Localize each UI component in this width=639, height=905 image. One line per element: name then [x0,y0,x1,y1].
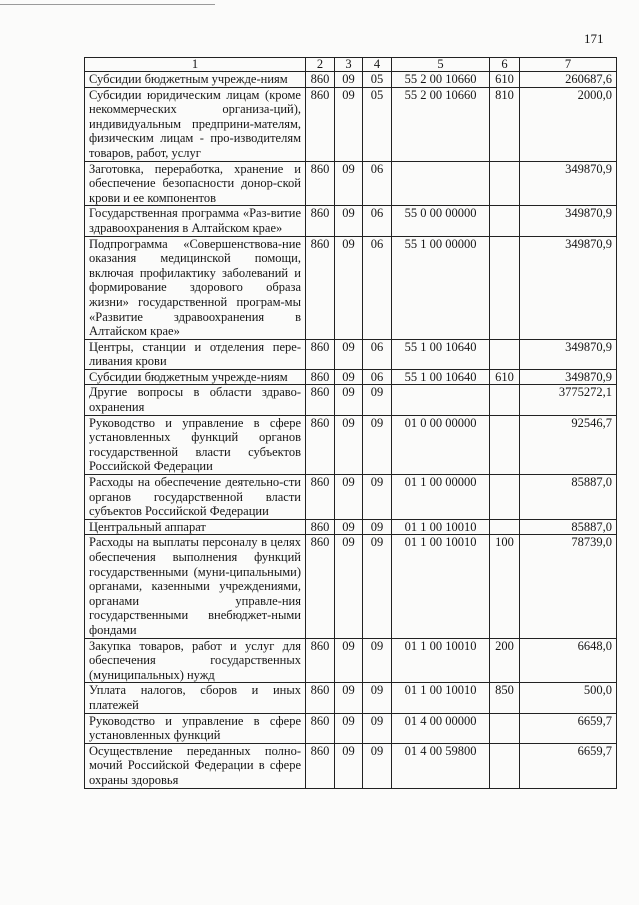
table-row [85,743,617,788]
row-vr [490,206,520,236]
row-csr: 01 1 00 10010 [392,638,490,683]
top-rule [0,4,215,5]
row-sum: 349870,9 [520,236,617,339]
row-ved: 860 [306,236,335,339]
row-ved: 860 [306,638,335,683]
row-name: Другие вопросы в области здраво-охранения [85,385,306,415]
row-ved: 860 [306,683,335,713]
row-rz: 09 [335,415,363,474]
row-pr: 06 [363,339,392,369]
table-row [85,206,617,236]
row-vr [490,236,520,339]
row-name: Руководство и управление в сфере установленных функций [85,713,306,743]
row-csr: 55 1 00 10640 [392,369,490,385]
row-name: Руководство и управление в сфере установленных функций органов государственной власти субъектов Российской Федерации [85,415,306,474]
row-name: Субсидии юридическим лицам (кроме некоммерческих организа-ций), индивидуальным предприни-мателям, физическим лицам - про-изводителям товаров, работ, услуг [85,87,306,161]
row-sum: 349870,9 [520,206,617,236]
table-row [85,369,617,385]
header-cell: 5 [392,58,490,72]
row-csr: 01 4 00 00000 [392,713,490,743]
header-cell: 4 [363,58,392,72]
row-vr [490,519,520,535]
row-ved: 860 [306,519,335,535]
table-row [85,519,617,535]
row-vr [490,713,520,743]
header-cell: 6 [490,58,520,72]
row-ved: 860 [306,535,335,638]
table-row [85,87,617,161]
row-pr: 09 [363,713,392,743]
row-name: Уплата налогов, сборов и иных платежей [85,683,306,713]
row-pr: 05 [363,87,392,161]
row-ved: 860 [306,72,335,88]
row-csr: 55 1 00 10640 [392,339,490,369]
row-ved: 860 [306,415,335,474]
table-row [85,535,617,638]
row-csr [392,385,490,415]
row-rz: 09 [335,385,363,415]
row-vr: 200 [490,638,520,683]
row-sum: 6659,7 [520,743,617,788]
row-name: Расходы на выплаты персоналу в целях обеспечения выполнения функций государственными (муни-ципальными) органами, казенными учреждениями, органами управле-ния государственными внебюджет-ными фондами [85,535,306,638]
row-name: Государственная программа «Раз-витие здравоохранения в Алтайском крае» [85,206,306,236]
row-name: Заготовка, переработка, хранение и обеспечение безопасности донор-ской крови и ее компонентов [85,161,306,206]
row-rz: 09 [335,72,363,88]
budget-table [84,57,617,789]
row-csr: 01 4 00 59800 [392,743,490,788]
row-ved: 860 [306,339,335,369]
row-name: Центры, станции и отделения пере-ливания крови [85,339,306,369]
row-name: Расходы на обеспечение деятельно-сти органов государственной власти субъектов Российской Федерации [85,475,306,520]
table-row [85,683,617,713]
row-vr [490,743,520,788]
row-sum: 2000,0 [520,87,617,161]
row-pr: 09 [363,519,392,535]
table-row [85,415,617,474]
table-row [85,339,617,369]
header-cell: 7 [520,58,617,72]
table-row [85,475,617,520]
row-name: Подпрограмма «Совершенствова-ние оказания медицинской помощи, включая профилактику заболеваний и формирование здорового образа жизни» государственной програм-мы «Развитие здравоохранения в Алтайском крае» [85,236,306,339]
row-ved: 860 [306,87,335,161]
row-sum: 3775272,1 [520,385,617,415]
table-row [85,638,617,683]
row-pr: 09 [363,475,392,520]
row-vr [490,161,520,206]
row-name: Закупка товаров, работ и услуг для обеспечения государственных (муниципальных) нужд [85,638,306,683]
row-rz: 09 [335,161,363,206]
row-rz: 09 [335,743,363,788]
row-pr: 09 [363,535,392,638]
row-pr: 06 [363,206,392,236]
row-csr: 01 1 00 10010 [392,535,490,638]
row-vr [490,339,520,369]
row-pr: 09 [363,743,392,788]
row-sum: 349870,9 [520,369,617,385]
row-rz: 09 [335,475,363,520]
table-row [85,161,617,206]
row-ved: 860 [306,385,335,415]
row-sum: 78739,0 [520,535,617,638]
row-vr: 100 [490,535,520,638]
row-vr: 610 [490,369,520,385]
row-sum: 6648,0 [520,638,617,683]
row-rz: 09 [335,683,363,713]
row-vr [490,385,520,415]
row-csr: 01 0 00 00000 [392,415,490,474]
header-cell: 3 [335,58,363,72]
row-sum: 349870,9 [520,161,617,206]
row-rz: 09 [335,236,363,339]
row-ved: 860 [306,743,335,788]
row-pr: 09 [363,415,392,474]
row-sum: 500,0 [520,683,617,713]
row-name: Центральный аппарат [85,519,306,535]
row-csr: 55 0 00 00000 [392,206,490,236]
row-csr [392,161,490,206]
row-csr: 01 1 00 10010 [392,683,490,713]
row-ved: 860 [306,161,335,206]
row-pr: 09 [363,683,392,713]
row-sum: 260687,6 [520,72,617,88]
table-row [85,385,617,415]
table-header-row [85,58,617,72]
row-sum: 85887,0 [520,519,617,535]
row-rz: 09 [335,369,363,385]
row-pr: 06 [363,236,392,339]
row-name: Осуществление переданных полно-мочий Российской Федерации в сфере охраны здоровья [85,743,306,788]
page-number: 171 [584,31,604,46]
table-row [85,72,617,88]
row-pr: 05 [363,72,392,88]
row-ved: 860 [306,369,335,385]
row-vr: 850 [490,683,520,713]
row-name: Субсидии бюджетным учрежде-ниям [85,369,306,385]
row-vr [490,475,520,520]
row-csr: 55 2 00 10660 [392,72,490,88]
row-ved: 860 [306,206,335,236]
row-pr: 06 [363,161,392,206]
row-rz: 09 [335,638,363,683]
row-csr: 55 2 00 10660 [392,87,490,161]
row-pr: 06 [363,369,392,385]
header-cell: 2 [306,58,335,72]
row-csr: 01 1 00 00000 [392,475,490,520]
row-pr: 09 [363,385,392,415]
row-sum: 6659,7 [520,713,617,743]
row-name: Субсидии бюджетным учрежде-ниям [85,72,306,88]
row-sum: 92546,7 [520,415,617,474]
row-rz: 09 [335,87,363,161]
row-rz: 09 [335,339,363,369]
row-rz: 09 [335,713,363,743]
row-rz: 09 [335,206,363,236]
row-vr: 610 [490,72,520,88]
row-csr: 01 1 00 10010 [392,519,490,535]
row-rz: 09 [335,535,363,638]
row-sum: 349870,9 [520,339,617,369]
row-vr: 810 [490,87,520,161]
row-sum: 85887,0 [520,475,617,520]
row-ved: 860 [306,475,335,520]
row-csr: 55 1 00 00000 [392,236,490,339]
row-ved: 860 [306,713,335,743]
table-row [85,236,617,339]
table-row [85,713,617,743]
row-rz: 09 [335,519,363,535]
header-cell: 1 [85,58,306,72]
row-vr [490,415,520,474]
row-pr: 09 [363,638,392,683]
